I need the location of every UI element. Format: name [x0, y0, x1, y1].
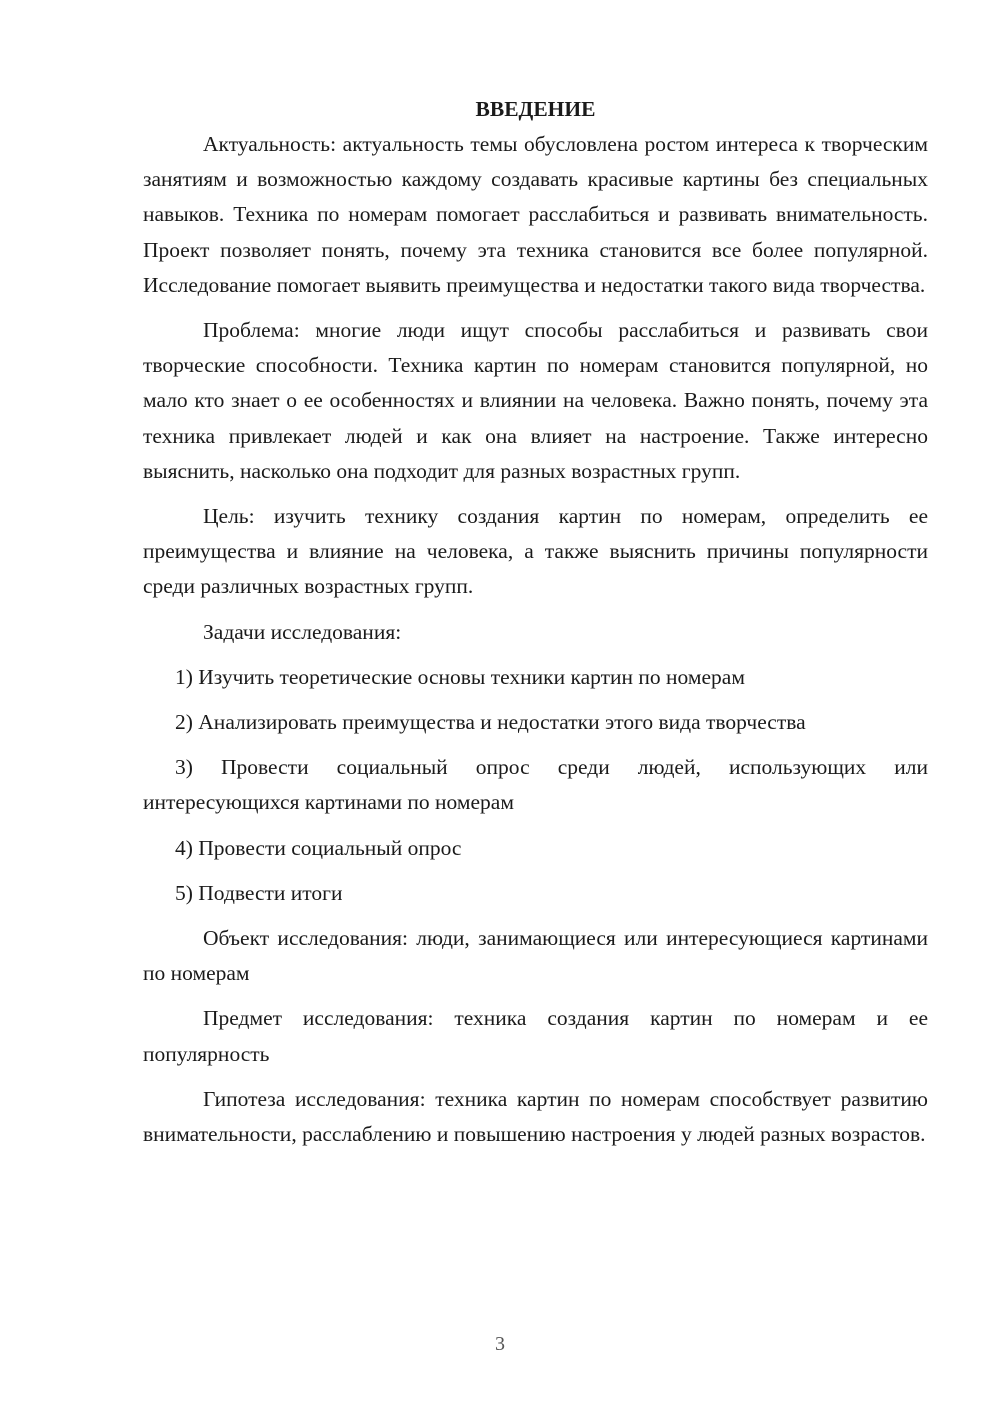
paragraph-subject: Предмет исследования: техника создания картин по номерам и ее популярность: [143, 1006, 928, 1066]
paragraph-hypothesis: Гипотеза исследования: техника картин по номерам способствует развитию внимательности, расслаблению и повышению настроения у людей разных возрастов.: [143, 1086, 928, 1147]
task-item-4: 4) Провести социальный опрос: [175, 835, 462, 860]
paragraph-tasks-heading: Задачи исследования:: [203, 619, 402, 644]
page-number: 3: [495, 1333, 505, 1355]
task-item-5: 5) Подвести итоги: [175, 880, 343, 905]
paragraph-goal: Цель: изучить технику создания картин по номерам, определить ее преимущества и влияние на человека, а также выяснить причины популярности среди различных возрастных групп.: [143, 504, 928, 599]
task-item-2: 2) Анализировать преимущества и недостатки этого вида творчества: [175, 710, 806, 735]
paragraph-object: Объект исследования: люди, занимающиеся или интересующиеся картинами по номерам: [143, 926, 928, 986]
document-page: [143, 92, 928, 1162]
section-heading: ВВЕДЕНИЕ: [475, 97, 596, 121]
paragraph-problem: Проблема: многие люди ищут способы расслабиться и развивать свои творческие способности. Техника картин по номерам становится популярной, но мало кто знает о ее особенностях и влиянии на человека. Важно понять, почему эта техника привлекает людей и как она влияет на настроение. Также интересно выяснить, насколько она подходит для разных возрастных групп.: [143, 318, 928, 483]
task-item-1: 1) Изучить теоретические основы техники картин по номерам: [175, 664, 745, 689]
task-item-3: 3) Провести социальный опрос среди людей, использующих или интересующихся картинами по номерам: [143, 755, 928, 815]
paragraph-relevance: Актуальность: актуальность темы обусловлена ростом интереса к творческим занятиям и возможностью каждому создавать красивые картины без специальных навыков. Техника по номерам помогает расслабиться и развивать внимательность. Проект позволяет понять, почему эта техника становится все более популярной. Исследование помогает выявить преимущества и недостатки такого вида творчества.: [143, 132, 928, 297]
